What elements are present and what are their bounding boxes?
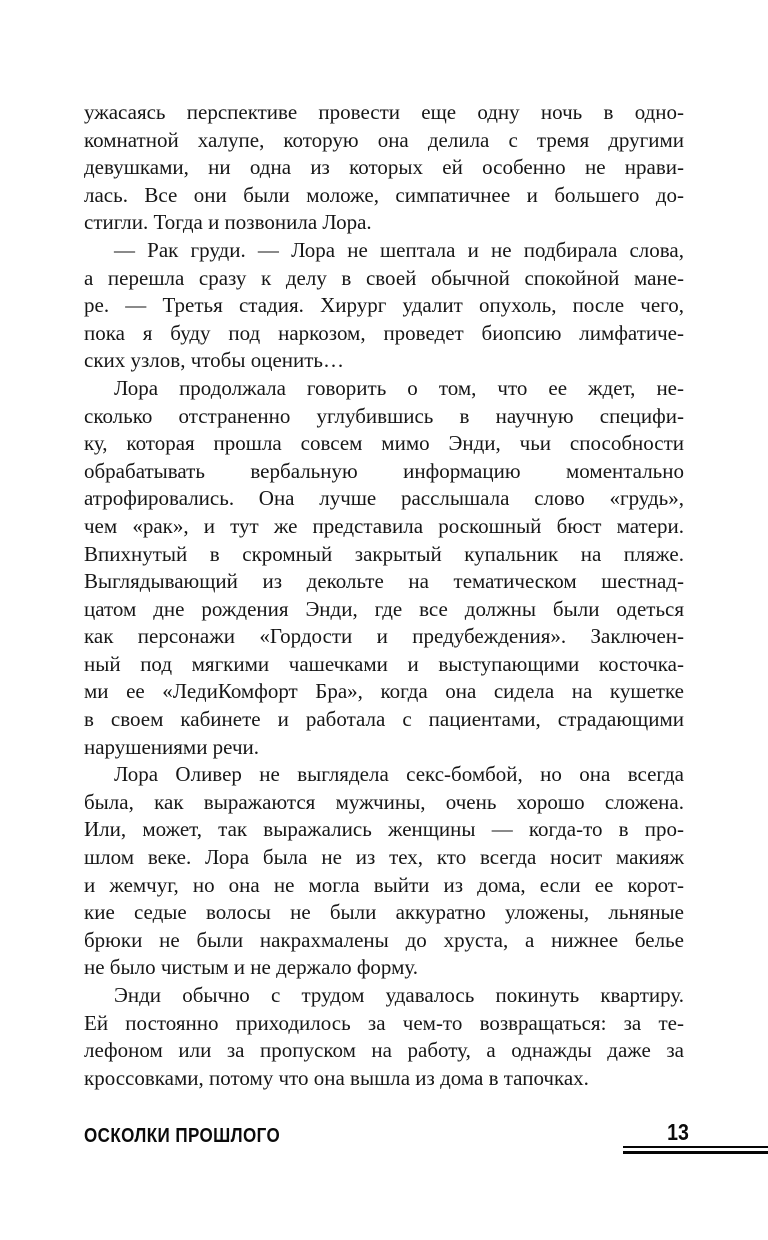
page-number-block bbox=[623, 1120, 768, 1154]
text-line: девушками, ни одна из которых ей особенно не нрави- bbox=[84, 155, 684, 180]
text-line: атрофировались. Она лучше расслышала слово «грудь», bbox=[84, 486, 684, 511]
footer-double-rule bbox=[623, 1146, 768, 1154]
page-number: 13 bbox=[667, 1119, 689, 1145]
text-line: стигли. Тогда и позвонила Лора. bbox=[84, 210, 372, 235]
text-line: ми ее «ЛедиКомфорт Бра», когда она сидела на кушетке bbox=[84, 679, 684, 704]
text-line: обрабатывать вербальную информацию моментально bbox=[84, 458, 684, 483]
text-line: как персонажи «Гордости и предубеждения». Заключен- bbox=[84, 624, 684, 649]
text-line: — Рак груди. — Лора не шептала и не подбирала слова, bbox=[114, 237, 684, 262]
text-line: Лора продолжала говорить о том, что ее ждет, не- bbox=[114, 375, 684, 400]
text-line: Или, может, так выражались женщины — когда-то в про- bbox=[84, 817, 684, 842]
paragraph bbox=[84, 982, 684, 1092]
text-line: Выглядывающий из декольте на тематическом шестнад- bbox=[84, 569, 684, 594]
text-line: ужасаясь перспективе провести еще одну ночь в одно- bbox=[84, 100, 684, 124]
paragraph bbox=[84, 237, 684, 375]
text-line: цатом дне рождения Энди, где все должны были одеться bbox=[84, 596, 684, 621]
text-line: ку, которая прошла совсем мимо Энди, чьи способности bbox=[84, 431, 684, 456]
running-title: ОСКОЛКИ ПРОШЛОГО bbox=[84, 1125, 281, 1147]
text-line: не было чистым и не держало форму. bbox=[84, 955, 419, 980]
text-line: лефоном или за пропуском на работу, а однажды даже за bbox=[84, 1038, 684, 1063]
text-line: ный под мягкими чашечками и выступающими косточка- bbox=[84, 651, 684, 676]
text-line: шлом веке. Лора была не из тех, кто всегда носит макияж bbox=[84, 845, 684, 870]
text-line: кие седые волосы не были аккуратно уложены, льняные bbox=[84, 900, 684, 925]
text-line: нарушениями речи. bbox=[84, 734, 260, 759]
text-line: а перешла сразу к делу в своей обычной спокойной мане- bbox=[84, 265, 684, 290]
text-line: сколько отстраненно углубившись в научную специфи- bbox=[84, 403, 684, 428]
text-line: Энди обычно с трудом удавалось покинуть квартиру. bbox=[114, 983, 684, 1007]
text-line: и жемчуг, но она не могла выйти из дома, если ее корот- bbox=[84, 872, 684, 897]
text-line: чем «рак», и тут же представила роскошный бюст матери. bbox=[84, 513, 684, 538]
text-line: брюки не были накрахмалены до хруста, а нижнее белье bbox=[84, 927, 684, 952]
text-line: ре. — Третья стадия. Хирург удалит опухоль, после чего, bbox=[84, 293, 684, 318]
text-line: Ей постоянно приходилось за чем-то возвращаться: за те- bbox=[84, 1010, 684, 1035]
text-line: кроссовками, потому что она вышла из дома в тапочках. bbox=[84, 1065, 589, 1090]
text-line: в своем кабинете и работала с пациентами, страдающими bbox=[84, 707, 684, 732]
paragraph bbox=[84, 375, 684, 761]
paragraph bbox=[84, 761, 684, 982]
text-line: была, как выражаются мужчины, очень хорошо сложена. bbox=[84, 789, 684, 814]
text-block bbox=[84, 99, 684, 1092]
text-line: Впихнутый в скромный закрытый купальник на пляже. bbox=[84, 541, 684, 566]
text-line: лась. Все они были моложе, симпатичнее и большего до- bbox=[84, 182, 684, 207]
paragraph bbox=[84, 99, 684, 237]
text-line: комнатной халупе, которую она делила с тремя другими bbox=[84, 127, 684, 152]
text-line: ских узлов, чтобы оценить… bbox=[84, 348, 344, 373]
text-line: Лора Оливер не выглядела секс-бомбой, но она всегда bbox=[114, 762, 684, 787]
text-line: пока я буду под наркозом, проведет биопсию лимфатиче- bbox=[84, 320, 684, 345]
